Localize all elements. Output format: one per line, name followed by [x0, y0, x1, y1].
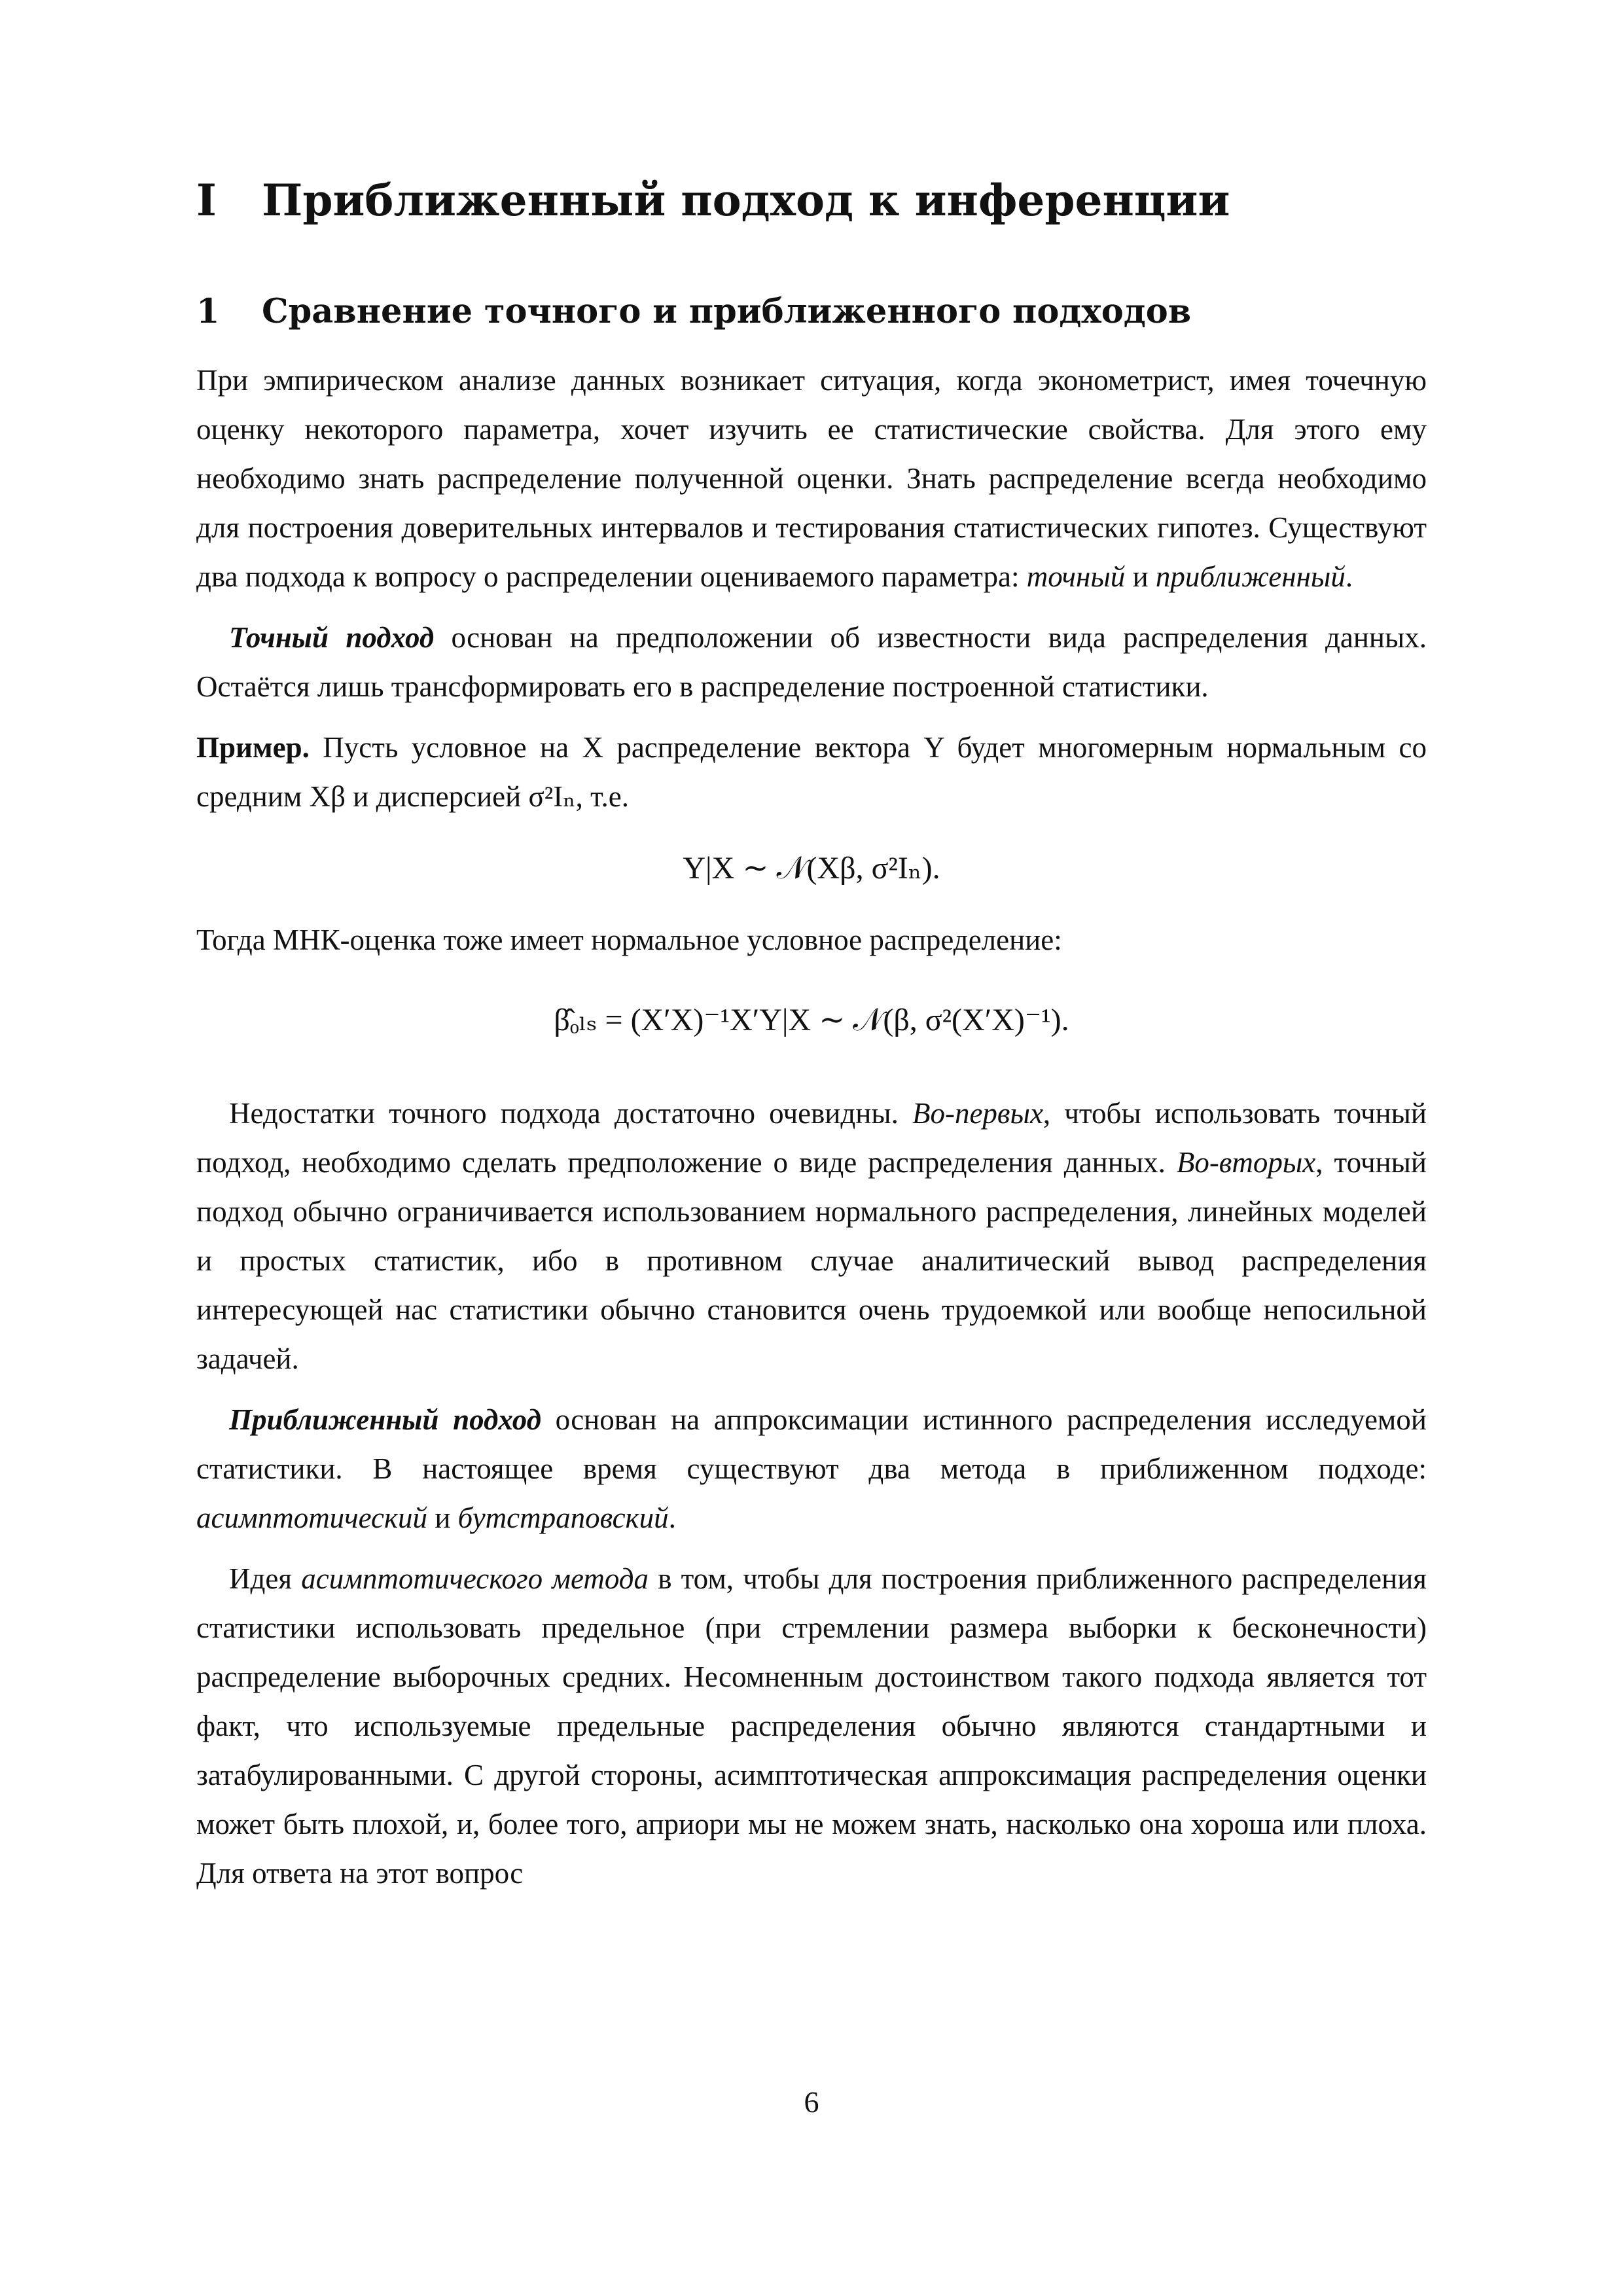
paragraph-exact-approach [196, 613, 1427, 711]
page-number: 6 [804, 2085, 819, 2119]
page-content [196, 177, 1427, 1898]
term-approximate: приближенный [1155, 560, 1346, 593]
paragraph-asymptotic-method [196, 1554, 1427, 1898]
paragraph-text: Идея [229, 1562, 302, 1595]
term-approximate-approach: Приближенный подход [229, 1403, 541, 1436]
term-second: Во-вторых [1176, 1145, 1316, 1179]
equation-ols-estimator: β̂ₒₗₛ = (X′X)⁻¹X′Y|X ∼ 𝒩(β, σ²(X′X)⁻¹). [554, 1002, 1069, 1037]
section-number: 1 [196, 291, 220, 331]
term-asymptotic: асимптотический [196, 1501, 428, 1534]
paragraph-example [196, 723, 1427, 821]
paragraph-text: и [1125, 560, 1156, 593]
part-heading [196, 177, 1427, 224]
term-exact: точный [1026, 560, 1126, 593]
section-title: Сравнение точного и приближенного подходов [262, 291, 1192, 331]
paragraph-text: Недостатки точного подхода достаточно очевидны. [229, 1096, 912, 1130]
paragraph-text: Тогда МНК-оценка тоже имеет нормальное условное распределение: [196, 923, 1062, 956]
part-title: Приближенный подход к инференции [262, 175, 1230, 226]
paragraph-text: и [427, 1501, 458, 1534]
paragraph-text: , точный подход обычно ограничивается использованием нормального распределения, линейных моделей и простых статистик, ибо в противном случае аналитический вывод распределения интересующей нас статистики обычно становится очень трудоемкой или вообще непосильной задачей. [196, 1145, 1427, 1375]
section-heading [196, 293, 1427, 330]
paragraph-text: При эмпирическом анализе данных возникает ситуация, когда эконометрист, имея точечную оценку некоторого параметра, хочет изучить ее статистические свойства. Для этого ему необходимо знать распределение полученной оценки. Знать распределение всегда необходимо для построения доверительных интервалов и тестирования статистических гипотез. Существуют два подхода к вопросу о распределении оцениваемого параметра: [196, 363, 1427, 593]
paragraph-intro [196, 356, 1427, 601]
paragraph-text: основан на аппроксимации истинного распределения исследуемой статистики. В настоящее время существуют два метода в приближенном подходе: [196, 1403, 1427, 1485]
paragraph-drawbacks [196, 1089, 1427, 1384]
term-asymptotic-method: асимптотического метода [301, 1562, 649, 1595]
example-label: Пример. [196, 730, 310, 764]
term-bootstrap: бутстраповский [457, 1501, 669, 1534]
paragraph-text: Пусть условное на X распределение вектора Y будет многомерным нормальным со средним Xβ и дисперсией σ²Iₙ, т.е. [196, 730, 1427, 813]
paragraph-ols [196, 916, 1427, 965]
term-first: Во-первых [912, 1096, 1043, 1130]
paragraph-text: . [1345, 560, 1353, 593]
paragraph-text: . [668, 1501, 676, 1534]
paragraph-approximate-approach [196, 1395, 1427, 1543]
term-exact-approach: Точный подход [229, 620, 435, 654]
part-number: I [196, 175, 217, 226]
equation-distribution: Y|X ∼ 𝒩(Xβ, σ²Iₙ). [683, 850, 940, 886]
paragraph-text: , чтобы использовать точный подход, необходимо сделать предположение о виде распределения данных. [196, 1096, 1427, 1179]
paragraph-text: основан на предположении об известности вида распределения данных. Остаётся лишь трансформировать его в распределение построенной статистики. [196, 620, 1427, 703]
paragraph-text: в том, чтобы для построения приближенного распределения статистики использовать предельное (при стремлении размера выборки к бесконечности) распределение выборочных средних. Несомненным достоинством такого подхода является тот факт, что используемые предельные распределения обычно являются стандартными и затабулированными. С другой стороны, асимптотическая аппроксимация распределения оценки может быть плохой, и, более того, априори мы не можем знать, насколько она хороша или плоха. Для ответа на этот вопрос [196, 1562, 1427, 1890]
